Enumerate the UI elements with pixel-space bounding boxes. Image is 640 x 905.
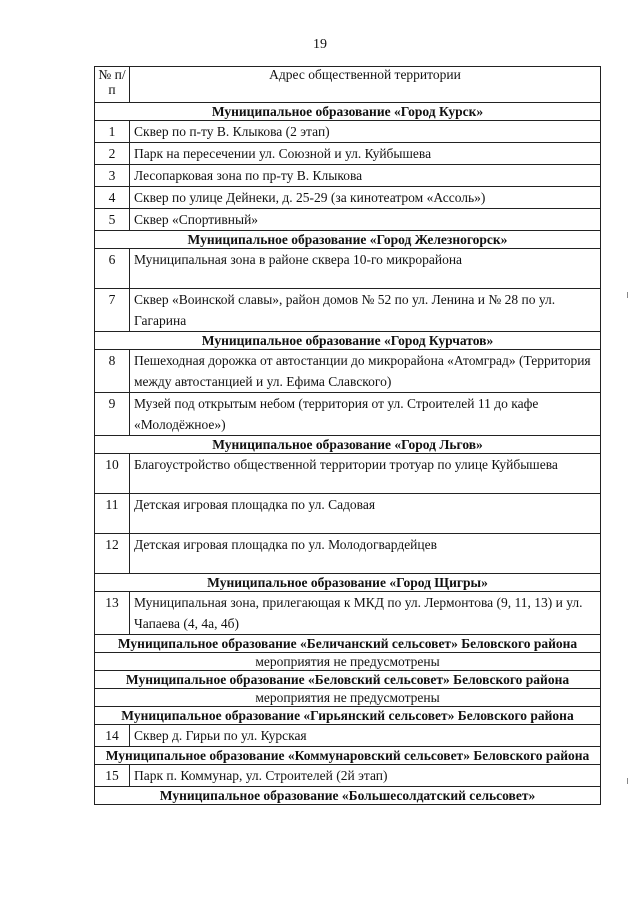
row-number: 8 <box>95 350 130 393</box>
territory-address: Детская игровая площадка по ул. Садовая <box>130 494 601 534</box>
territory-address: Благоустройство общественной территории тротуар по улице Куйбышева <box>130 454 601 494</box>
section-row <box>95 747 601 765</box>
table-row <box>95 249 601 289</box>
territory-address: Детская игровая площадка по ул. Молодогвардейцев <box>130 534 601 574</box>
table-row <box>95 592 601 635</box>
table-row <box>95 393 601 436</box>
table-row <box>95 765 601 787</box>
municipality-heading: Муниципальное образование «Беличанский сельсовет» Беловского района <box>95 635 601 653</box>
territory-address: Музей под открытым небом (территория от ул. Строителей 11 до кафе «Молодёжное») <box>130 393 601 436</box>
row-number: 14 <box>95 725 130 747</box>
table-row <box>95 209 601 231</box>
section-row <box>95 231 601 249</box>
municipality-heading: Муниципальное образование «Коммунаровский сельсовет» Беловского района <box>95 747 601 765</box>
territory-address: Сквер «Спортивный» <box>130 209 601 231</box>
section-row <box>95 103 601 121</box>
table-row <box>95 143 601 165</box>
territory-address: Сквер д. Гирьи по ул. Курская <box>130 725 601 747</box>
territory-address: Муниципальная зона, прилегающая к МКД по ул. Лермонтова (9, 11, 13) и ул. Чапаева (4, 4а, 4б) <box>130 592 601 635</box>
territory-address: Парк на пересечении ул. Союзной и ул. Куйбышева <box>130 143 601 165</box>
territory-address: Лесопарковая зона по пр-ту В. Клыкова <box>130 165 601 187</box>
row-number: 4 <box>95 187 130 209</box>
municipality-heading: Муниципальное образование «Город Щигры» <box>95 574 601 592</box>
row-number: 7 <box>95 289 130 332</box>
municipality-heading: Муниципальное образование «Город Железногорск» <box>95 231 601 249</box>
table-body <box>95 103 601 805</box>
table-row <box>95 494 601 534</box>
section-row <box>95 707 601 725</box>
row-number: 11 <box>95 494 130 534</box>
territory-address: Пешеходная дорожка от автостанции до микрорайона «Атомград» (Территория между автостанцией и ул. Ефима Славского) <box>130 350 601 393</box>
section-row <box>95 787 601 805</box>
territory-address: Сквер «Воинской славы», район домов № 52 по ул. Ленина и № 28 по ул. Гагарина <box>130 289 601 332</box>
table-row <box>95 289 601 332</box>
row-number: 5 <box>95 209 130 231</box>
section-row <box>95 635 601 653</box>
no-activities-note: мероприятия не предусмотрены <box>95 689 601 707</box>
table-row <box>95 121 601 143</box>
municipality-heading: Муниципальное образование «Город Курск» <box>95 103 601 121</box>
municipality-heading: Муниципальное образование «Гирьянский сельсовет» Беловского района <box>95 707 601 725</box>
table-header <box>95 67 601 103</box>
table-row <box>95 454 601 494</box>
row-number: 6 <box>95 249 130 289</box>
territory-address: Сквер по улице Дейнеки, д. 25-29 (за кинотеатром «Ассоль») <box>130 187 601 209</box>
territory-address: Парк п. Коммунар, ул. Строителей (2й этап) <box>130 765 601 787</box>
municipality-heading: Муниципальное образование «Город Курчатов» <box>95 332 601 350</box>
table-row <box>95 725 601 747</box>
note-row <box>95 653 601 671</box>
municipality-heading: Муниципальное образование «Город Льгов» <box>95 436 601 454</box>
section-row <box>95 574 601 592</box>
territories-table <box>94 66 601 805</box>
table-row <box>95 165 601 187</box>
section-row <box>95 332 601 350</box>
municipality-heading: Муниципальное образование «Беловский сельсовет» Беловского района <box>95 671 601 689</box>
section-row <box>95 436 601 454</box>
row-number: 15 <box>95 765 130 787</box>
row-number: 12 <box>95 534 130 574</box>
row-number: 1 <box>95 121 130 143</box>
scan-artifact <box>627 778 628 784</box>
address-column-header: Адрес общественной территории <box>130 67 601 103</box>
territory-address: Сквер по п-ту В. Клыкова (2 этап) <box>130 121 601 143</box>
scan-artifact <box>627 292 628 298</box>
table-row <box>95 534 601 574</box>
row-number: 3 <box>95 165 130 187</box>
no-activities-note: мероприятия не предусмотрены <box>95 653 601 671</box>
row-number: 2 <box>95 143 130 165</box>
num-column-header: № п/п <box>95 67 130 103</box>
note-row <box>95 689 601 707</box>
territory-address: Муниципальная зона в районе сквера 10-го микрорайона <box>130 249 601 289</box>
row-number: 9 <box>95 393 130 436</box>
table-row <box>95 187 601 209</box>
page-number: 19 <box>313 37 327 52</box>
row-number: 10 <box>95 454 130 494</box>
table-row <box>95 350 601 393</box>
section-row <box>95 671 601 689</box>
municipality-heading: Муниципальное образование «Большесолдатский сельсовет» <box>95 787 601 805</box>
row-number: 13 <box>95 592 130 635</box>
